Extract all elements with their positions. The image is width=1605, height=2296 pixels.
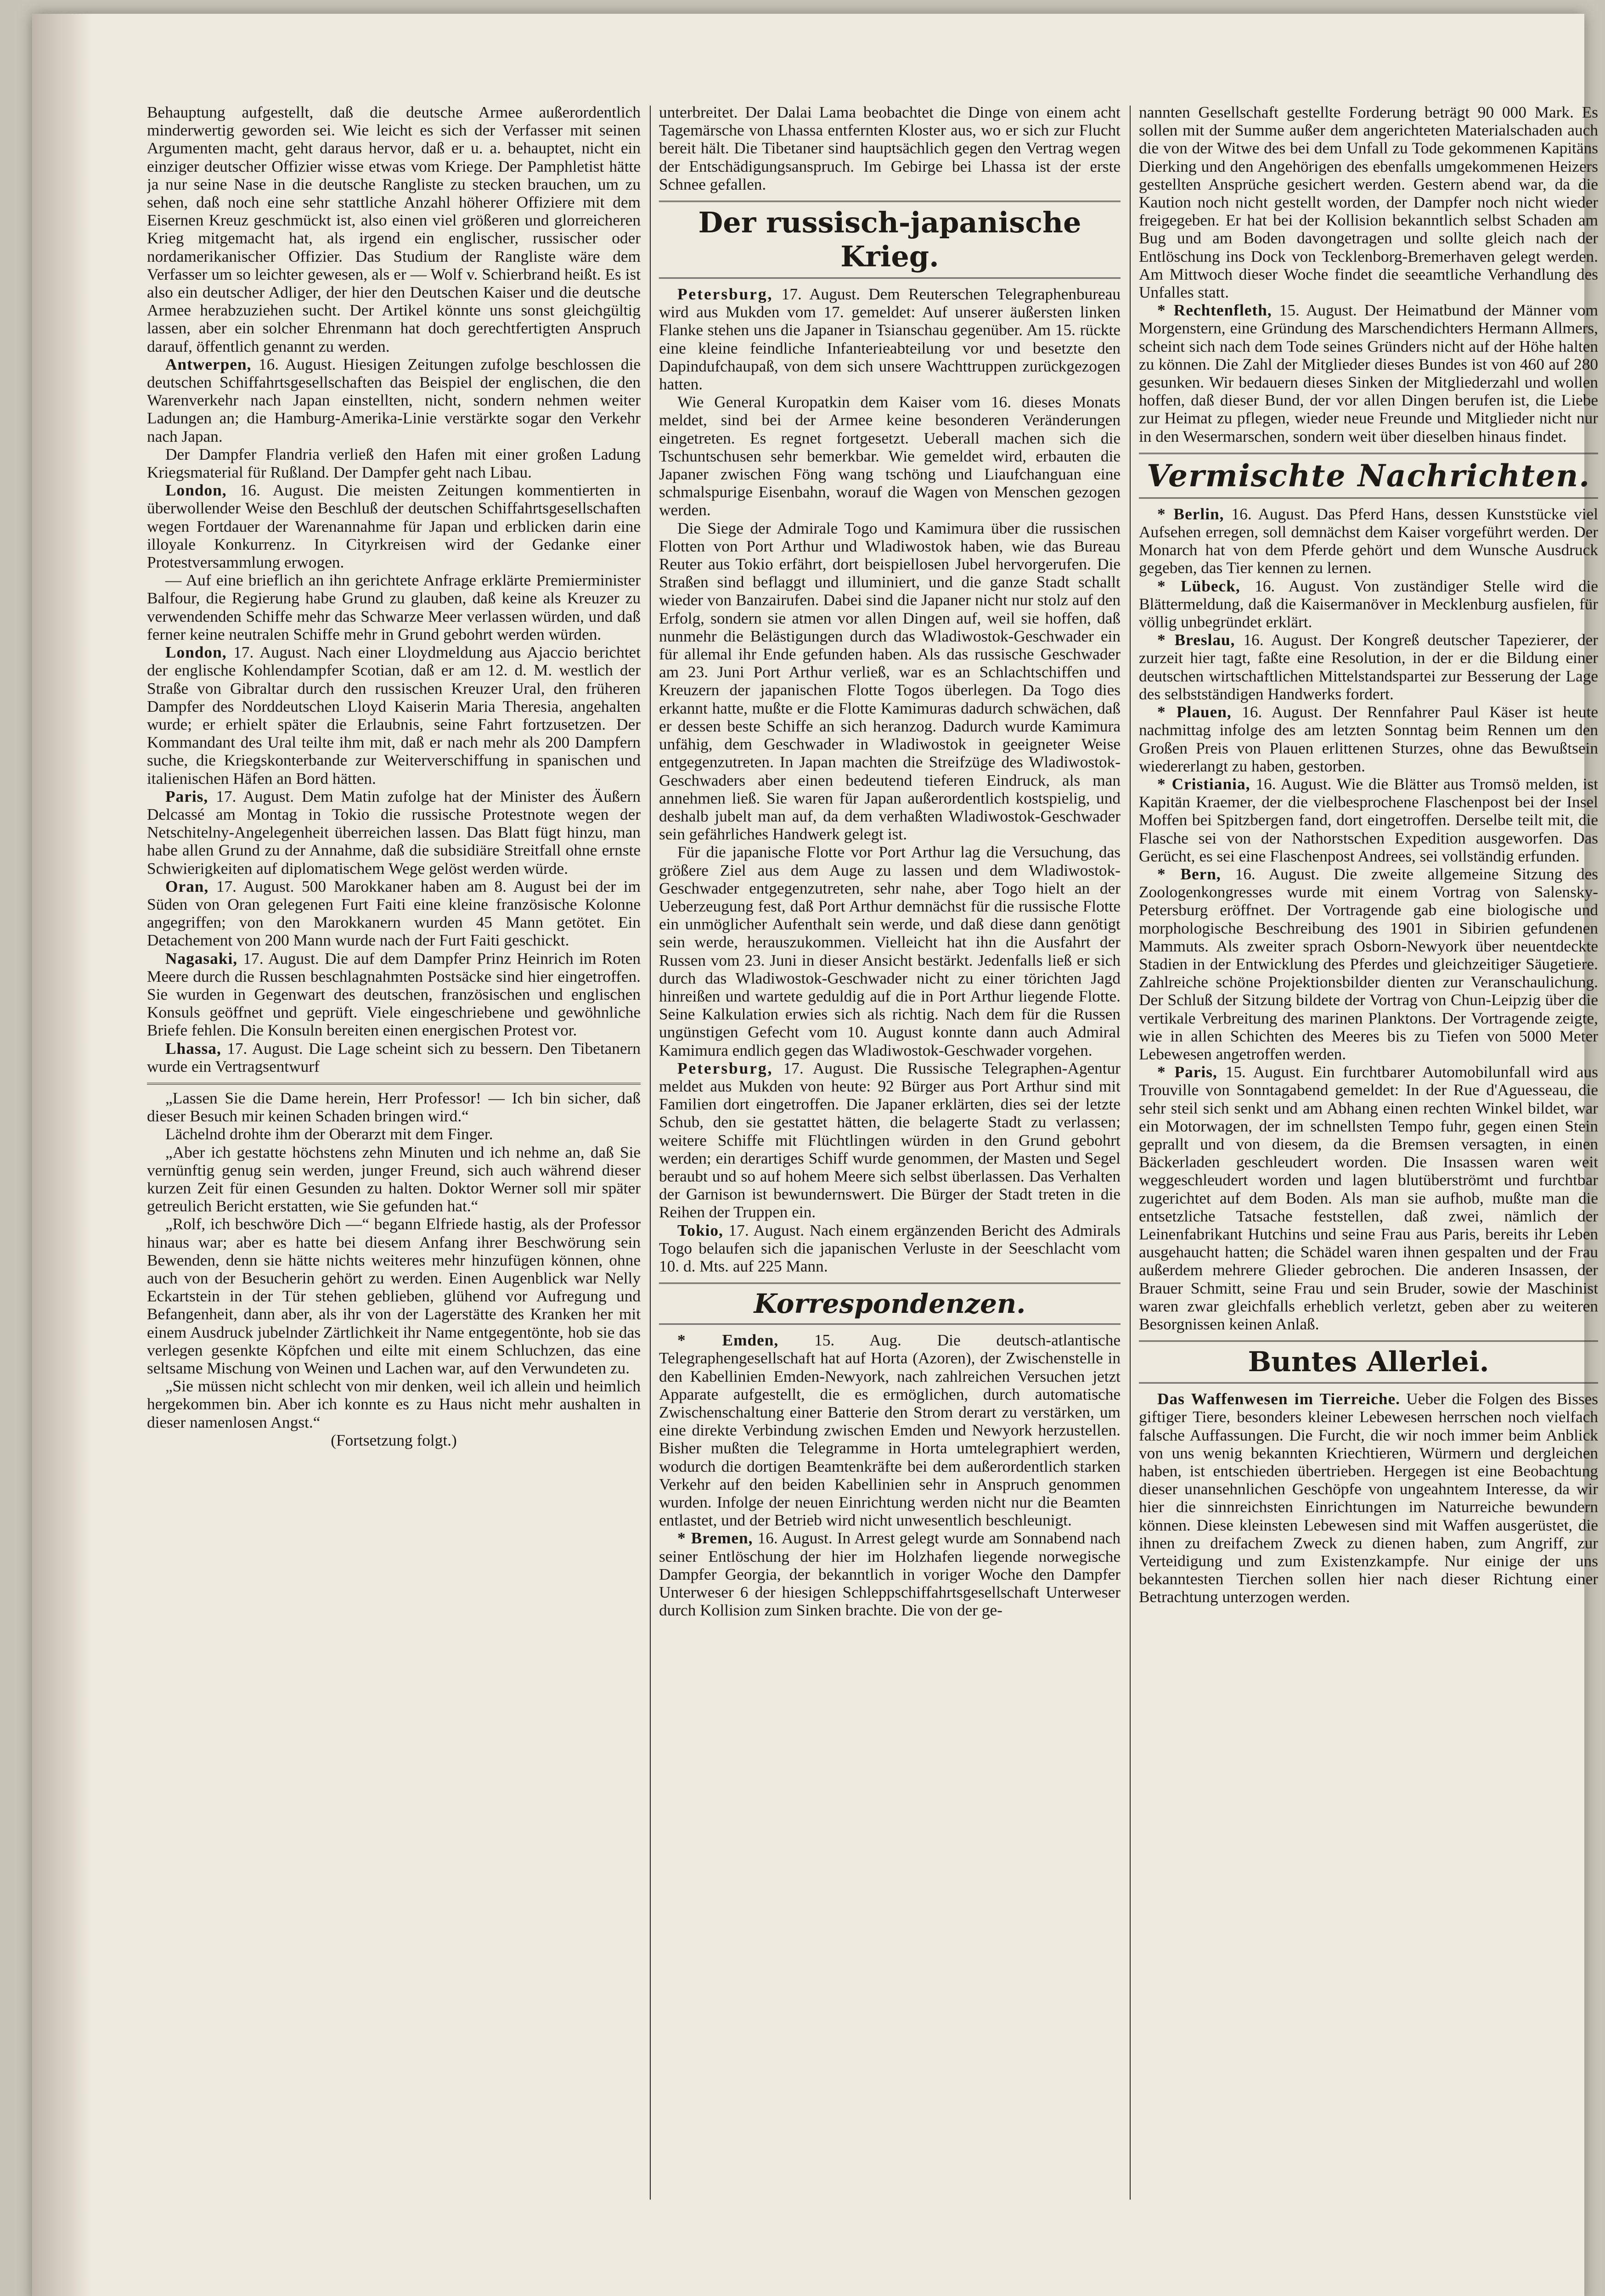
- news-item-rechtenfleth: [1139, 301, 1598, 445]
- dateline: * Plauen,: [1157, 703, 1232, 721]
- column-rule: [1130, 106, 1131, 2200]
- novel-text: Lächelnd drohte ihm der Oberarzt mit dem Finger.: [165, 1125, 493, 1143]
- news-text: 17. August. Die auf dem Dampfer Prinz Heinrich im Roten Meere durch die Russen beschlagnahmten Postsäcke sind hier eingetroffen. Sie wurden in Gegenwart des deutschen, französischen und englischen Konsuls geöffnet und geprüft. Viele eingeschriebene und gewöhnliche Briefe fehlen. Die Konsuln bereiten einen energischen Protest vor.: [147, 949, 641, 1040]
- news-text: 15. August. Ein furchtbarer Automobilunfall wird aus Trouville von Sonntagabend gemeldet: In der Rue d'Aguesseau, die sehr steil sich senkt und am Abhang einen rechten Winkel bildet, war ein Motorwagen, der im schnellsten Tempo fuhr, gegen einen Stein geprallt und von diesem, da die Bremsen versagten, in einen Bäckerladen geschleudert worden. Die Insassen waren weit weggeschleudert worden und lagen blutüberströmt und furchtbar zugerichtet auf dem Boden. Als man sie aufhob, mußte man die entsetzliche Tatsache feststellen, daß zwei, nämlich der Leinenfabrikant Hutchins und seine Frau aus Paris, bereits ihr Leben ausgehaucht hatten; die Schädel waren ihnen gespalten und der Frau außerdem mehrere Glieder gebrochen. Die anderen Insassen, der Brauer Schmitt, seine Frau und sein Bruder, sowie der Maschinist waren zwar gleichfalls erheblich verletzt, geben aber zu weiteren Besorgnissen keinen Anlaß.: [1139, 1063, 1598, 1333]
- news-text: 17. August. Die Russische Telegraphen-Agentur meldet aus Mukden von heute: 92 Bürger aus Port Arthur sind mit Familien dort eingetroffen. Die Japaner erklärten, dies sei der letzte Schub, den sie gestattet hätten, die belagerte Stadt zu verlassen; weitere Schiffe mit Flüchtlingen würden in den Grund gebohrt werden; ein derartiges Schiff wurde genommen, der Masten und Segel beraubt und so auf hohem Meere sich selbst überlassen. Das Verhalten der Garnison ist bewundernswert. Die Bürger der Stadt treten in die Reihen der Truppen ein.: [659, 1059, 1121, 1221]
- column-left: [147, 103, 641, 2218]
- section-headline: Der russisch-japanische Krieg.: [659, 201, 1121, 279]
- news-item-petersburg: [659, 1059, 1121, 1221]
- news-text: unterbreitet. Der Dalai Lama beobachtet die Dinge von einem acht Tagemärsche von Lhassa entfernten Kloster aus, wo er sich zur Flucht bereit hält. Die Tibetaner sind hauptsächlich gegen den Vertrag wegen der Entschädigungsanspruch. Im Gebirge bei Lhassa ist der erste Schnee gefallen.: [659, 103, 1121, 193]
- article-text: Behauptung aufgestellt, daß die deutsche Armee außerordentlich minderwertig geworden sei. Wie leicht es sich der Verfasser mit seinen Argumenten macht, geht daraus hervor, daß er u. a. behauptet, nicht ein einziger deutscher Offizier wisse etwas vom Kriege. Der Pamphletist hätte ja nur seine Nase in die deutsche Rangliste zu stecken brauchen, um zu sehen, daß noch eine sehr stattliche Anzahl höherer Offiziere mit dem Eisernen Kreuz geschmückt ist, also einen viel größeren und glorreicheren Krieg mitgemacht hat, als irgend ein englischer, russischer oder nordamerikanischer Offizier. Das Studium der Rangliste wäre dem Verfasser um so leichter gewesen, als er — Wolf v. Schierbrand heißt. Es ist also ein deutscher Adliger, der hier den Deutschen Kaiser und die deutsche Armee herabzuziehen sucht. Der Artikel könnte uns sonst gleichgültig lassen, aber ein solcher Ehrenmann hat doch gerechtfertigten Anspruch darauf, öffentlich genannt zu werden.: [147, 103, 641, 355]
- news-item-bremen: [659, 1529, 1121, 1619]
- news-item-luebeck: [1139, 577, 1598, 631]
- news-item-berlin: [1139, 505, 1598, 577]
- dateline: * Lübeck,: [1157, 577, 1240, 595]
- news-text: Ueber die Folgen des Bisses giftiger Tiere, besonders kleiner Lebewesen herrschen noch vielfach falsche Auffassungen. Die Furcht, die wir noch immer beim Anblick von uns wenig bekannten Kriechtieren, Würmern und dergleichen haben, ist entschieden übertrieben. Hergegen ist eine Beobachtung dieser unansehnlichen Geschöpfe von ungeahntem Interesse, da wir hier die sinnreichsten Einrichtungen im Naturreiche bewundern können. Diese kleinsten Lebewesen sind mit Waffen ausgerüstet, die ihnen zu dreifachem Zweck zu dienen haben, zum Angriff, zur Verteidigung und zum Existenzkampfe. Nur einige der uns bekanntesten Tierchen sollen hier nach dieser Richtung einer Betrachtung unterzogen werden.: [1139, 1390, 1598, 1606]
- news-text: 16. August. Der Kongreß deutscher Tapezierer, der zurzeit hier tagt, faßte eine Resolution, in der er die Bildung einer deutschen wirtschaftlichen Mittelstandspartei zur Besserung der Lage des selbstständigen Handwerks fordert.: [1139, 631, 1598, 703]
- dateline: Antwerpen,: [165, 355, 252, 373]
- news-item-bern: [1139, 865, 1598, 1063]
- page-binding-edge: [32, 14, 92, 2296]
- dateline: Petersburg,: [677, 1059, 773, 1077]
- news-text: 17. August. Nach einer Lloydmeldung aus Ajaccio berichtet der englische Kohlendampfer Scotian, daß er am 12. d. M. westlich der Straße von Gibraltar durch den russischen Kreuzer Ural, den früheren Dampfer des Norddeutschen Lloyd Kaiserin Maria Theresia, angehalten wurde; er erhielt später die Erlaubnis, seine Fahrt fortzusetzen. Der Kommandant des Ural teilte ihm mit, daß er nach mehr als 200 Dampfern suche, die Kriegskonterbande zur Weiterverschiffung in spanischen und italienischen Häfen an Bord hätten.: [147, 643, 641, 788]
- dateline: * Bremen,: [677, 1529, 753, 1548]
- news-text: Der Dampfer Flandria verließ den Hafen mit einer großen Ladung Kriegsmaterial für Rußland. Der Dampfer geht nach Libau.: [147, 445, 641, 482]
- section-headline: Vermischte Nachrichten.: [1139, 453, 1598, 499]
- news-text: 15. August. Der Heimatbund der Männer vom Morgenstern, eine Gründung des Marschendichters Hermann Allmers, scheint sich nach dem Tode seines Gründers nicht auf der Höhe halten zu können. Die Zahl der Mitglieder dieses Bundes ist von 460 auf 280 gesunken. Wir bedauern dieses Sinken der Mitgliederzahl und wollen hoffen, daß dieser Bund, der vor allen Dingen berufen ist, die Liebe zur Heimat zu pflegen, wieder neue Freunde und Mitglieder nicht nur in den Wesermarschen, sondern weit über dieselben hinaus findet.: [1139, 301, 1598, 445]
- news-item-london: [147, 481, 641, 571]
- dateline: Nagasaki,: [165, 949, 238, 968]
- novel-text: „Aber ich gestatte höchstens zehn Minuten und ich nehme an, daß Sie vernünftig genug sein werden, junger Freund, sich auch während dieser kurzen Zeit für einen Gesunden zu halten. Doktor Werner soll mir später getreulich Bericht erstatten, wie Sie gefunden hat.“: [147, 1143, 641, 1216]
- dateline: London,: [165, 643, 227, 662]
- news-text: 16. August. Wie die Blätter aus Tromsö melden, ist Kapitän Kraemer, der die vielbesprochene Flaschenpost bei der Insel Moffen bei Spitzbergen fand, dort eingetroffen. Derselbe teilt mit, die Flasche sei von der Nathorstschen Expedition ausgeworfen. Das Gerücht, es sei eine Flaschenpost Andrees, sei vollständig erfunden.: [1139, 775, 1598, 865]
- news-item-london: [147, 643, 641, 788]
- news-text: 17. August. 500 Marokkaner haben am 8. August bei der im Süden von Oran gelegenen Furt Faiti eine kleine französische Kolonne angegriffen; von den Marokkanern wurden 45 Mann getötet. Ein Detachement von 200 Mann wurde nach der Furt Faiti geschickt.: [147, 877, 641, 950]
- novel-text: „Rolf, ich beschwöre Dich —“ begann Elfriede hastig, als der Professor hinaus war; aber es hatte bei diesem Anfang ihrer Beschwörung sein Bewenden, denn sie hätte nichts weiteres mehr hinzufügen können, ohne auch von der Besucherin gehört zu werden. Einen Augenblick war Nelly Eckartstein in der Tür stehen geblieben, glühend vor Aufregung und Befangenheit, dann aber, als ihr von der Lagerstätte des Kranken her mit einem Ausdruck jubelnder Zärtlichkeit ihr Name entgegentönte, hob sie das verlegen gesenkte Köpfchen und eilte mit einem Schluchzen, das eine seltsame Mischung von Weinen und Lachen war, auf den Verwundeten zu.: [147, 1215, 641, 1378]
- news-text: 16. August. Von zuständiger Stelle wird die Blättermeldung, daß die Kaisermanöver in Mecklenburg ausfielen, für völlig unbegründet erklärt.: [1139, 577, 1598, 631]
- novel-text: „Sie müssen nicht schlecht von mir denken, weil ich allein und heimlich hergekommen bin. Aber ich konnte es zu Haus nicht mehr aushalten in dieser namenlosen Angst.“: [147, 1377, 641, 1431]
- dateline: Paris,: [165, 787, 208, 805]
- newspaper-page: [32, 14, 1598, 2296]
- dateline: Oran,: [165, 877, 209, 895]
- section-headline: Korrespondenzen.: [659, 1283, 1121, 1325]
- news-item-emden: [659, 1331, 1121, 1529]
- dateline: * Bern,: [1157, 865, 1221, 883]
- news-text: 16. August. In Arrest gelegt wurde am Sonnabend nach seiner Entlöschung der hier im Holzhafen liegende norwegische Dampfer Georgia, der bekanntlich in voriger Woche den Dampfer Unterweser 6 der hiesigen Schleppschiffahrtsgesellschaft Unterweser durch Kollision zum Sinken brachte. Die von der ge-: [659, 1529, 1121, 1620]
- news-item-waffenwesen: [1139, 1390, 1598, 1606]
- dateline: * Breslau,: [1157, 631, 1235, 649]
- dateline: Petersburg,: [677, 285, 773, 304]
- dateline: * Emden,: [677, 1331, 779, 1350]
- news-text: 17. August. Nach einem ergänzenden Bericht des Admirals Togo belaufen sich die japanischen Verluste in der Seeschlacht vom 10. d. Mts. auf 225 Mann.: [659, 1221, 1121, 1275]
- news-text: 15. Aug. Die deutsch-atlantische Telegraphengesellschaft hat auf Horta (Azoren), der Zwischenstelle in den Kabellinien Emden-Newyork, nach zahlreichen Versuchen jetzt Apparate aufgestellt, die es ermöglichen, durch automatische Zwischenschaltung einer Batterie den Strom derart zu verstärken, um eine direkte Verbindung zwischen Emden und Newyork herzustellen. Bisher mußten die Telegramme in Horta umtelegraphiert werden, wodurch die dortigen Beamtenkräfte bei dem außerordentlich starken Verkehr auf den beiden Kabellinien sehr in Anspruch genommen wurden. Infolge der neuen Einrichtung werden nicht nur die Beamten entlastet, und der Betrieb wird nicht unwesentlich beschleunigt.: [659, 1331, 1121, 1530]
- dateline: * Cristiania,: [1157, 775, 1250, 793]
- dateline: Tokio,: [677, 1221, 723, 1239]
- news-text: Die Siege der Admirale Togo und Kamimura über die russischen Flotten von Port Arthur und Wladiwostok haben, wie das Bureau Reuter aus Tokio erfährt, dort beispiellosen Jubel hervorgerufen. Die Straßen sind beflaggt und illuminiert, und die ganze Stadt schallt wieder von Banzairufen. Dabei sind die Japaner nicht nur stolz auf den Erfolg, sondern sie atmen vor allen Dingen auf, weil sie hoffen, daß nunmehr die Belästigungen durch das Wladiwostok-Geschwader ein für allemal ihr Ende gefunden haben. Als das russische Geschwader am 23. Juni Port Arthur verließ, war es an Schlachtschiffen und Kreuzern der japanischen Flotte Togos überlegen. Da Togo dies erkannt hatte, mußte er die Flotte Kamimuras dadurch schwächen, daß er dessen beste Schiffe an sich heranzog. Dadurch wurde Kamimura unfähig, dem Geschwader in Wladiwostok in geeigneter Weise entgegenzutreten. In Japan machten die Streifzüge des Wladiwostok-Geschwaders aber einen bedeutend tieferen Eindruck, als man annehmen ließ. Sie waren für Japan außerordentlich kostspielig, und deshalb jubelt man auf, da dem verhaßten Wladiwostok-Geschwader sein gefährliches Handwerk gelegt ist.: [659, 519, 1121, 844]
- dateline: Lhassa,: [165, 1039, 221, 1058]
- news-text: 17. August. Dem Reuterschen Telegraphenbureau wird aus Mukden vom 17. gemeldet: Auf unserer äußersten linken Flanke stehen uns die Japaner in Tsianschau gegenüber. Am 15. rückte eine kleine feindliche Infanterieabteilung vor und besetzte den Dapindufchaupaß, von dem sich unsere Wachttruppen zurückgezogen hatten.: [659, 285, 1121, 394]
- news-text: 16. August. Das Pferd Hans, dessen Kunststücke viel Aufsehen erregen, soll demnächst dem Kaiser vorgeführt werden. Der Monarch hat von dem Pferde gehört und dem Wunsche Ausdruck gegeben, das Tier kennen zu lernen.: [1139, 505, 1598, 577]
- news-text: 17. August. Die Lage scheint sich zu bessern. Den Tibetanern wurde ein Vertragsentwurf: [147, 1039, 641, 1075]
- news-text: 16. August. Der Rennfahrer Paul Käser ist heute nachmittag infolge des am letzten Sonntag beim Rennen um den Großen Preis von Plauen erlittenen Sturzes, ohne das Bewußtsein wiedererlangt zu haben, gestorben.: [1139, 703, 1598, 775]
- news-text: 16. August. Die meisten Zeitungen kommentierten in überwollender Weise den Beschluß der deutschen Schiffahrtsgesellschaften wegen Fortdauer der Warenannahme für Japan und erblicken darin eine illoyale Konkurrenz. In Cityrkreisen wird der Gedanke einer Protestversammlung erwogen.: [147, 481, 641, 572]
- news-item-paris: [1139, 1063, 1598, 1333]
- feuilleton-separator: [147, 1083, 641, 1085]
- column-rule: [650, 106, 651, 2200]
- news-item-tokio: [659, 1221, 1121, 1276]
- news-text: Wie General Kuropatkin dem Kaiser vom 16. dieses Monats meldet, sind bei der Armee keine besonderen Veränderungen eingetreten. Es regnet fortgesetzt. Ueberall machen sich die Tschuntschusen sehr bemerkbar. Wie gemeldet wird, erbauten die Japaner zwischen Föng wang tschöng und Liaufchanguan eine schmalspurige Eisenbahn, worauf die Wagen von Menschen gezogen werden.: [659, 393, 1121, 519]
- news-item-cristiania: [1139, 775, 1598, 865]
- section-headline: Buntes Allerlei.: [1139, 1340, 1598, 1384]
- dateline: * Rechtenfleth,: [1157, 301, 1272, 320]
- news-text: 16. August. Hiesigen Zeitungen zufolge beschlossen die deutschen Schiffahrtsgesellschaften das Beispiel der englischen, die den Warenverkehr nach Japan einstellten, nicht, sondern nehmen weiter Ladungen an; die Hamburg-Amerika-Linie verstärkte sogar den Verkehr nach Japan.: [147, 355, 641, 445]
- news-text: Für die japanische Flotte vor Port Arthur lag die Versuchung, das größere Ziel aus dem Auge zu lassen und dem Wladiwostok-Geschwader entgegenzutreten, sehr nahe, aber Togo hielt an der Ueberzeugung fest, daß Port Arthur demnächst für die russische Flotte ein unmöglicher Aufenthalt sein werde, und daß diese dann genötigt sein werde, herauszukommen. Vielleicht hat ihn die Ausfahrt der Russen vom 23. Juni in dieser Ansicht bestärkt. Jedenfalls ließ er sich durch das Wladiwostok-Geschwader nicht zu einer törichten Jagd hinreißen und wartete geduldig auf die in Port Arthur liegende Flotte. Seine Kalkulation erwies sich als richtig. Nach dem für die Russen ungünstigen Gefecht vom 10. August konnte dann auch Admiral Kamimura endlich gegen das Wladiwostok-Geschwader vorgehen.: [659, 843, 1121, 1059]
- column-middle: [659, 103, 1121, 2218]
- column-right: [1139, 103, 1598, 2218]
- continuation-note: (Fortsetzung folgt.): [331, 1431, 457, 1449]
- news-item-lhassa: [147, 1040, 641, 1075]
- news-item-nagasaki: [147, 950, 641, 1040]
- novel-text: „Lassen Sie die Dame herein, Herr Professor! — Ich bin sicher, daß dieser Besuch mir keinen Schaden bringen wird.“: [147, 1089, 641, 1125]
- dateline: London,: [165, 481, 227, 500]
- dateline: * Paris,: [1157, 1063, 1217, 1081]
- dateline: * Berlin,: [1157, 505, 1224, 523]
- news-item-paris: [147, 788, 641, 878]
- news-item-antwerpen: [147, 355, 641, 445]
- item-title: Das Waffenwesen im Tierreiche.: [1157, 1390, 1400, 1408]
- news-text: 16. August. Die zweite allgemeine Sitzung des Zoologenkongresses wurde mit einem Vortrag von Salensky-Petersburg eröffnet. Der Vortragende gab eine biologische und morphologische Beschreibung des 1901 in Sibirien gefundenen Mammuts. Als zweiter sprach Osborn-Newyork über neuentdeckte Stadien in der Entwicklung des Pferdes und gleichzeitiger Säugetiere. Zahlreiche schöne Projektionsbilder dienten zur Veranschaulichung. Der Schluß der Sitzung bildete der Vortrag von Chun-Leipzig über die vertikale Verbreitung des marinen Planktons. Der Vortragende zeigte, wie in allen Schichten des Meeres bis zu Tiefen von 5000 Meter Lebewesen angetroffen werden.: [1139, 865, 1598, 1063]
- news-item-oran: [147, 878, 641, 950]
- news-text: — Auf eine brieflich an ihn gerichtete Anfrage erklärte Premierminister Balfour, die Regierung habe Grund zu glauben, daß keine als Kreuzer zu verwendenden Schiffe mehr das Schwarze Meer verlassen würden, und daß ferner keine neutralen Schiffe mehr in Grund gebohrt werden würden.: [147, 571, 641, 643]
- news-text: 17. August. Dem Matin zufolge hat der Minister des Äußern Delcassé am Montag in Tokio die russische Protestnote wegen der Netschitelny-Angelegenheit überreichen lassen. Das Blatt fügt hinzu, man habe allen Grund zu der Annahme, daß die subsidiäre Streitfall ohne ernste Schwierigkeiten auf diplomatischem Wege gelöst werden würde.: [147, 787, 641, 878]
- news-item-petersburg: [659, 285, 1121, 393]
- news-item-breslau: [1139, 631, 1598, 703]
- news-item-plauen: [1139, 703, 1598, 775]
- news-text: nannten Gesellschaft gestellte Forderung beträgt 90 000 Mark. Es sollen mit der Summe außer dem angerichteten Materialschaden auch die von der Witwe des bei dem Unfall zu Tode gekommenen Kapitäns Dierking und den Angehörigen des ebenfalls umgekommenen Heizers gestellten Ansprüche gesichert werden. Gestern abend war, da die Kaution noch nicht gestellt worden, der Dampfer noch nicht wieder freigegeben. Er hat bei der Kollision bekanntlich selbst Schaden am Bug und am Boden davongetragen und sollte gleich nach der Entlöschung ins Dock von Tecklenborg-Bremerhaven gelegt werden. Am Mittwoch dieser Woche findet die seeamtliche Verhandlung des Unfalles statt.: [1139, 103, 1598, 302]
